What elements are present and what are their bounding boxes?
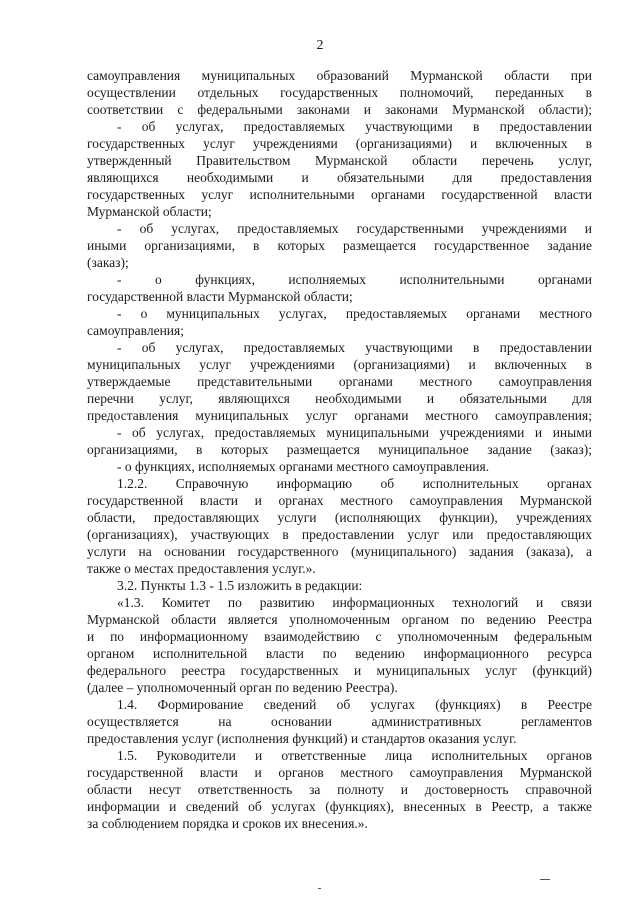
text-line: также о местах предоставления услуг.». — [87, 561, 316, 576]
text-line: федерального реестра государственных и муниципальных услуг (функций) — [87, 663, 592, 678]
text-line: информации и сведений об услугах (функциях), внесенных в Реестр, а также — [87, 799, 592, 814]
text-line: за соблюдением порядка и сроков их внесения.». — [87, 816, 368, 831]
text-line: предоставления услуг (исполнения функций) и стандартов оказания услуг. — [87, 731, 517, 746]
text-line: области, предоставляющих услуги (исполняющих функции), учреждениях — [87, 510, 592, 525]
scan-mark — [318, 888, 321, 889]
text-line: «1.3. Комитет по развитию информационных технологий и связи — [117, 595, 592, 610]
text-line: осуществляется на основании административных регламентов — [87, 714, 592, 729]
text-line: и по информационному взаимодействию с уполномоченным федеральным — [87, 629, 592, 644]
text-line: самоуправления; — [87, 323, 184, 338]
text-line: 1.5. Руководители и ответственные лица исполнительных органов — [117, 748, 592, 763]
text-line: государственной власти и органов местного самоуправления Мурманской — [87, 765, 592, 780]
text-line: области несут ответственность за полноту и достоверность справочной — [87, 782, 592, 797]
text-line: соответствии с федеральными законами и законами Мурманской области); — [87, 102, 592, 117]
text-line: органом исполнительной власти по ведению информационного ресурса — [87, 646, 592, 661]
text-line: перечни услуг, являющихся необходимыми и обязательными для — [87, 391, 592, 406]
text-line: государственной власти и органах местного самоуправления Мурманской — [87, 493, 592, 508]
text-line: - о функциях, исполняемых органами местного самоуправления. — [117, 459, 490, 474]
text-line: государственных услуг учреждениями (организациями) и включенных в — [87, 136, 592, 151]
text-line: (далее – уполномоченный орган по ведению Реестра). — [87, 680, 398, 695]
text-line: - об услугах, предоставляемых государственными учреждениями и — [117, 221, 592, 236]
document-body — [87, 67, 592, 832]
text-line: государственной власти Мурманской области; — [87, 289, 353, 304]
text-line: - о функциях, исполняемых исполнительными органами — [117, 272, 592, 287]
text-line: являющихся необходимыми и обязательными для предоставления — [87, 170, 592, 185]
text-line: Мурманской области является уполномоченным органом по ведению Реестра — [87, 612, 592, 627]
text-line: (заказ); — [87, 255, 129, 270]
page-number: 2 — [316, 38, 324, 53]
text-line: - об услугах, предоставляемых муниципальными учреждениями и иными — [117, 425, 592, 440]
text-line: самоуправления муниципальных образований Мурманской области при — [87, 68, 592, 83]
text-line: осуществлении отдельных государственных полномочий, переданных в — [87, 85, 592, 100]
text-line: 3.2. Пункты 1.3 - 1.5 изложить в редакции: — [117, 578, 363, 593]
text-line: услуги на основании государственного (муниципального) задания (заказа), а — [87, 544, 592, 559]
text-line: государственных услуг исполнительными органами государственной власти — [87, 187, 592, 202]
text-line: - об услугах, предоставляемых участвующими в предоставлении — [117, 340, 592, 355]
text-line: 1.2.2. Справочную информацию об исполнительных органах — [117, 476, 592, 491]
text-line: организациями, в которых размещается муниципальное задание (заказ); — [87, 442, 592, 457]
text-line: иными организациями, в которых размещается государственное задание — [87, 238, 592, 253]
text-line: Мурманской области; — [87, 204, 212, 219]
text-line: утверждаемые представительными органами местного самоуправления — [87, 374, 592, 389]
text-line: - об услугах, предоставляемых участвующими в предоставлении — [117, 119, 592, 134]
text-line: (организациях), участвующих в предоставлении услуг или предоставляющих — [87, 527, 592, 542]
text-line: муниципальных услуг учреждениями (организациями) и включенных в — [87, 357, 592, 372]
text-line: предоставления муниципальных услуг органами местного самоуправления; — [87, 408, 592, 423]
text-line: 1.4. Формирование сведений об услугах (функциях) в Реестре — [117, 697, 592, 712]
text-line: утвержденный Правительством Мурманской области перечень услуг, — [87, 153, 592, 168]
text-line: - о муниципальных услугах, предоставляемых органами местного — [117, 306, 592, 321]
scan-mark — [540, 879, 550, 880]
